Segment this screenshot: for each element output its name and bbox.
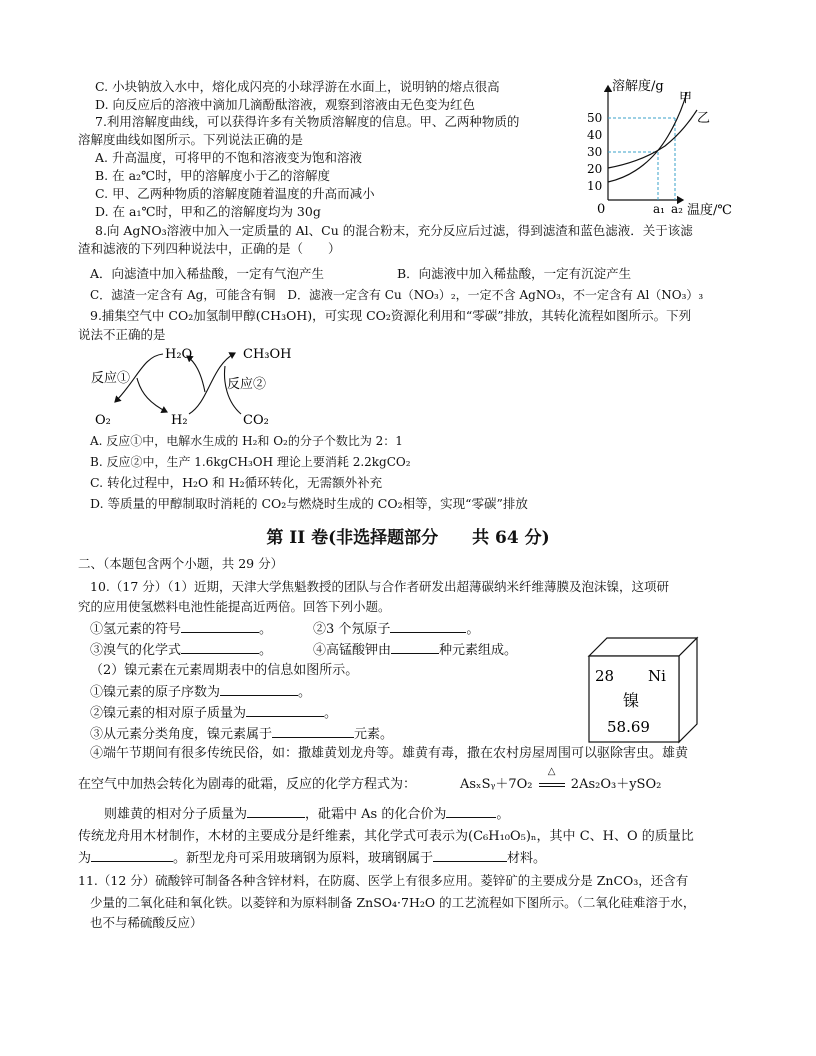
flow-co2: CO₂ [243,413,269,428]
q10-item-3-text: ③溴气的化学式 [90,643,182,658]
atomic-number: 28 [595,667,615,685]
conversion-flow-diagram [85,342,310,430]
period: 。 [259,622,273,637]
q10-ni-3 [90,725,393,744]
origin-label: 0 [597,202,606,217]
q10-ni-8-text: 为 [78,851,92,866]
q7-stem: 7.利用溶解度曲线，可以获得许多有关物质溶解度的信息。甲、乙两种物质的 [95,114,520,129]
q10-ni-2-text: ②镍元素的相对原子质量为 [90,706,247,721]
element-symbol: Ni [648,667,666,685]
q10-ni-8-tail: 材料。 [507,851,547,866]
q7-stem-cont: 溶解度曲线如图所示。下列说法正确的是 [78,132,304,147]
x-tick-a2: a₂ [671,202,683,216]
flow-reaction-2: 反应② [227,377,267,392]
flow-h2: H₂ [171,413,188,428]
q10-ni-3-text: ③从元素分类角度，镍元素属于 [90,727,273,742]
period: 。 [298,685,312,700]
q10-ni-8-mid: 。新型龙舟可采用玻璃钢为原料，玻璃钢属于 [173,851,434,866]
q10-ni-8 [78,849,546,868]
atomic-mass: 58.69 [607,718,650,736]
q10-stem-cont: 究的应用使氢燃料电池性能提高近两倍。回答下列小题。 [78,599,391,614]
q7-option-d: D. 在 a₁℃时，甲和乙的溶解度均为 30g [95,204,321,219]
q10-item-4-tail: 种元素组成。 [439,643,518,658]
q8-option-b: B．向滤液中加入稀盐酸，一定有沉淀产生 [397,266,632,281]
period: 。 [259,643,273,658]
q6-option-c: C. 小块钠放入水中，熔化成闪亮的小球浮游在水面上，说明钠的熔点很高 [95,79,500,94]
series-yi-label: 乙 [697,111,711,126]
x-tick-a1: a₁ [653,202,665,216]
q10-ni-7: 传统龙舟用木材制作，木材的主要成分是纤维素，其化学式可表示为(C₆H₁₀O₅)ₙ，其中 C、H、O 的质量比 [78,829,694,844]
y-axis-label: 溶解度/g [612,79,664,94]
y-tick-20: 20 [587,162,603,176]
answer-blank[interactable] [272,725,354,738]
q10-item-4 [313,641,517,660]
answer-blank[interactable] [220,683,298,696]
q10-item-3 [90,641,272,660]
q10-ni-3-tail: 元素。 [354,727,394,742]
equation-sign [539,783,565,787]
flow-reaction-1: 反应① [91,371,131,386]
answer-blank[interactable] [391,641,439,654]
answer-blank[interactable] [446,805,496,818]
q10-ni-6-text: 则雄黄的相对分子质量为 [104,807,248,822]
q7-option-b: B. 在 a₂℃时，甲的溶解度小于乙的溶解度 [95,168,331,183]
q10-item-2 [313,620,479,639]
flow-o2: O₂ [95,413,111,428]
flow-h2o: H₂O [165,347,193,362]
answer-blank[interactable] [247,805,305,818]
q8-stem: 8.向 AgNO₃溶液中加入一定质量的 Al、Cu 的混合粉末，充分反应后过滤，得到滤渣和蓝色滤液．关于该滤 [95,223,693,238]
section-title: 第 II 卷(非选择题部分 共 64 分) [266,528,550,548]
answer-blank[interactable] [181,620,259,633]
q10-ni-6-mid: ，砒霜中 As 的化合价为 [305,807,447,822]
q10-stem: 10.（17 分）（1）近期，天津大学焦魁教授的团队与合作者研发出超薄碳纳米纤维薄膜及泡沫镍，这项研 [90,579,669,594]
y-tick-40: 40 [587,128,603,142]
q10-item-1 [90,620,272,639]
y-tick-30: 30 [587,145,603,159]
equation-condition [537,766,567,794]
heat-symbol: △ [547,766,556,777]
period: 。 [466,622,480,637]
q8-stem-cont: 渣和滤液的下列四种说法中，正确的是（ ） [78,241,341,256]
equation-left: AsₓSᵧ＋7O₂ [460,777,533,792]
q10-ni-1-text: ①镍元素的原子序数为 [90,685,221,700]
solubility-chart [575,76,750,221]
part-two-heading: 二、（本题包含两个小题，共 29 分） [78,556,284,571]
q10-ni-1 [90,683,311,702]
equation-right: 2As₂O₃＋ySO₂ [570,777,662,792]
q10-item-1-text: ①氢元素的符号 [90,622,182,637]
q7-option-a: A. 升高温度，可将甲的不饱和溶液变为饱和溶液 [95,150,362,165]
q10-equation-intro: 在空气中加热会转化为剧毒的砒霜，反应的化学方程式为： [78,777,417,792]
flow-ch3oh: CH₃OH [243,347,292,362]
x-axis-label: 温度/℃ [687,203,732,218]
q7-option-c: C. 甲、乙两种物质的溶解度随着温度的升高而减小 [95,186,375,201]
q8-option-a: A．向滤渣中加入稀盐酸，一定有气泡产生 [90,266,325,281]
q10-ni-4: ④端午节期间有很多传统民俗，如：撒雄黄划龙舟等。雄黄有毒，撒在农村房屋周围可以驱除害虫。雄黄 [90,746,689,761]
period: 。 [324,706,338,721]
chemical-equation [460,766,662,794]
arrow-split-to-h2 [137,378,167,412]
q10-item-2-text: ②3 个氖原子 [313,622,391,637]
element-name: 镍 [623,691,640,710]
period: 。 [496,807,510,822]
answer-blank[interactable] [390,620,466,633]
answer-blank[interactable] [181,641,259,654]
q9-stem: 9.捕集空气中 CO₂加氢制甲醇(CH₃OH)，可实现 CO₂资源化利用和“零碳”排放，其转化流程如图所示。下列 [90,308,692,323]
q11-stem-note: 也不与稀硫酸反应） [90,915,203,930]
q9-option-a: A. 反应①中，电解水生成的 H₂和 O₂的分子个数比为 2：1 [90,434,403,448]
q11-stem-cont: 少量的二氧化硅和氧化铁。以菱锌和为原料制备 ZnSO₄·7H₂O 的工艺流程如下图所示。（二氧化硅难溶于水， [90,895,696,910]
q10-ni-6 [104,805,509,824]
answer-blank[interactable] [246,704,324,717]
q10-ni-2 [90,704,337,723]
answer-blank[interactable] [91,849,173,862]
q11-stem: 11.（12 分）硫酸锌可制备各种含锌材料，在防腐、医学上有很多应用。菱锌矿的主要成分是 ZnCO₃，还含有 [78,873,689,888]
q9-option-b: B. 反应②中，生产 1.6kgCH₃OH 理论上要消耗 2.2kgCO₂ [90,455,411,469]
answer-blank[interactable] [433,849,507,862]
y-tick-10: 10 [587,179,603,193]
q8-option-c-d: C．滤渣一定含有 Ag，可能含有铜 D．滤液一定含有 Cu（NO₃）₂，一定不含 AgNO₃，不一定含有 Al（NO₃）₃ [90,288,704,302]
y-tick-50: 50 [587,111,603,125]
q9-option-d: D. 等质量的甲醇制取时消耗的 CO₂与燃烧时生成的 CO₂相等，实现“零碳”排放 [90,496,528,511]
q9-stem-cont: 说法不正确的是 [78,327,166,342]
q9-option-c: C. 转化过程中，H₂O 和 H₂循环转化，无需额外补充 [90,475,383,490]
curve-yi [608,110,697,168]
q10-part-2: （2）镍元素在元素周期表中的信息如图所示。 [90,663,359,678]
series-jia-label: 甲 [679,91,693,106]
q10-equation-line [78,776,416,794]
q6-option-d: D. 向反应后的溶液中滴加几滴酚酞溶液，观察到溶液由无色变为红色 [95,97,476,112]
nickel-element-card [585,634,700,746]
q10-item-4-text: ④高锰酸钾由 [313,643,392,658]
